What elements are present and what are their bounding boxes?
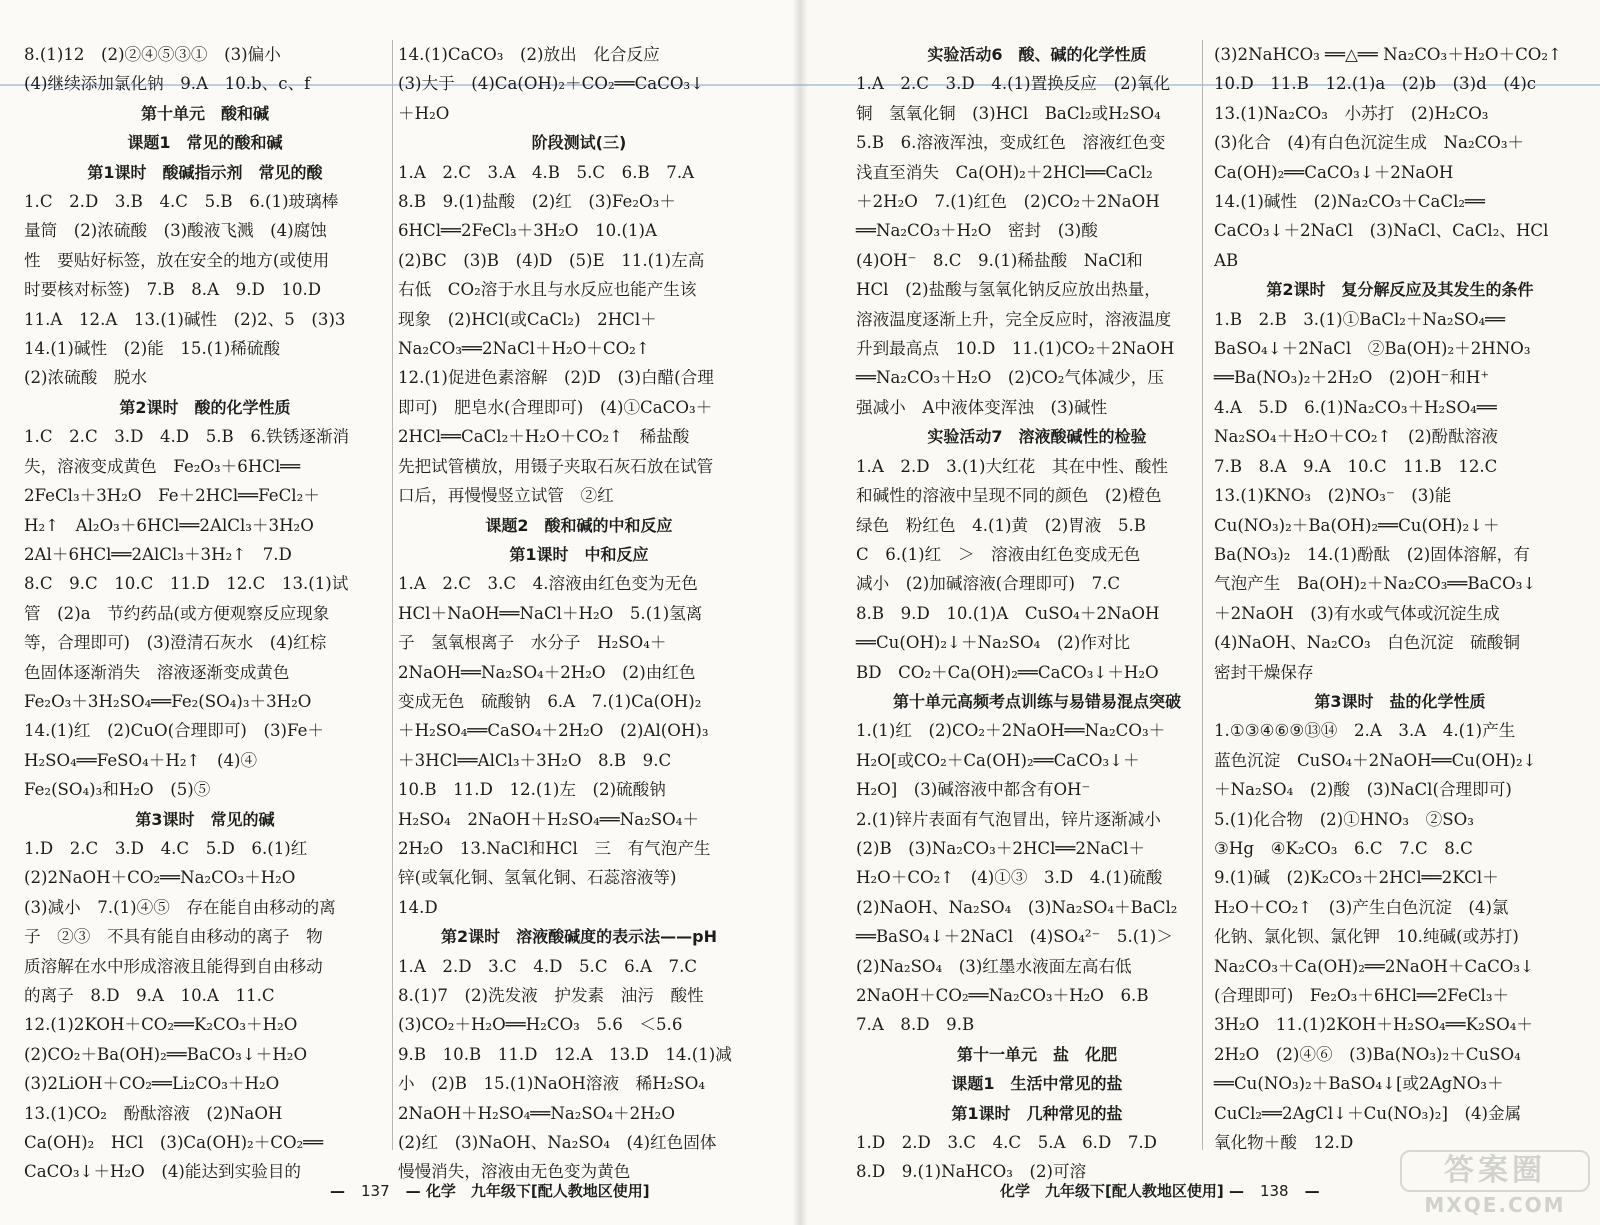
answer-line: 1.A 2.D 3.C 4.D 5.C 6.A 7.C bbox=[398, 956, 698, 976]
answer-line: 13.(1)Na₂CO₃ 小苏打 (2)H₂CO₃ bbox=[1214, 103, 1489, 123]
answer-line: 2NaOH＋CO₂══Na₂CO₃＋H₂O 6.B bbox=[856, 986, 1149, 1005]
section-heading: 实验活动6 酸、碱的化学性质 bbox=[927, 45, 1147, 64]
answer-line: 12.(1)促进色素溶解 (2)D (3)白醋(合理 bbox=[398, 368, 714, 388]
answer-line: 10.D 11.B 12.(1)a (2)b (3)d (4)c bbox=[1214, 74, 1537, 94]
section-heading: 第2课时 酸的化学性质 bbox=[119, 397, 291, 417]
footer-left: — 137 — 化学 九年级下[配人教地区使用] bbox=[330, 1182, 650, 1200]
section-heading: 实验活动7 溶液酸碱性的检验 bbox=[927, 427, 1147, 447]
answer-line: ＋H₂SO₄══CaSO₄＋2H₂O (2)Al(OH)₃ bbox=[398, 721, 709, 741]
answer-line: 时要核对标签) 7.B 8.A 9.D 10.D bbox=[24, 280, 322, 300]
answer-line: ══BaSO₄↓＋2NaCl (4)SO₄²⁻ 5.(1)＞ bbox=[856, 927, 1173, 947]
answer-line: 口后，再慢慢竖立试管 ②红 bbox=[398, 486, 614, 506]
answer-line: 4.A 5.D 6.(1)Na₂CO₃＋H₂SO₄══ bbox=[1214, 397, 1497, 417]
answer-line: (3)2NaHCO₃ ══△══ Na₂CO₃＋H₂O＋CO₂↑ bbox=[1214, 45, 1562, 64]
answer-line: CaCO₃↓＋2NaCl (3)NaCl、CaCl₂、HCl bbox=[1214, 221, 1549, 241]
answer-line: 6HCl══2FeCl₃＋3H₂O 10.(1)A bbox=[398, 221, 658, 241]
answer-line: 3H₂O 11.(1)2KOH＋H₂SO₄══K₂SO₄＋ bbox=[1214, 1015, 1533, 1035]
answer-line: 14.D bbox=[398, 897, 438, 917]
answer-line: Na₂CO₃＋Ca(OH)₂══2NaOH＋CaCO₃↓ bbox=[1214, 956, 1534, 976]
page-number-left: 137 bbox=[361, 1182, 390, 1200]
answer-line: (4)OH⁻ 8.C 9.(1)稀盐酸 NaCl和 bbox=[856, 250, 1143, 270]
answer-line: 9.B 10.B 11.D 12.A 13.D 14.(1)减 bbox=[398, 1044, 732, 1064]
answer-line: 右低 CO₂溶于水且与水反应也能产生该 bbox=[398, 280, 697, 300]
answer-line: (3)化合 (4)有白色沉淀生成 Na₂CO₃＋ bbox=[1214, 133, 1525, 153]
watermark-logo bbox=[1400, 1150, 1590, 1220]
answer-line: H₂SO₄══FeSO₄＋H₂↑ (4)④ bbox=[24, 750, 258, 770]
answer-line: (3)2LiOH＋CO₂══Li₂CO₃＋H₂O bbox=[24, 1074, 280, 1094]
section-heading: 第十一单元 盐 化肥 bbox=[956, 1044, 1117, 1064]
answer-line: 5.B 6.溶液浑浊，变成红色 溶液红色变 bbox=[856, 133, 1166, 153]
answer-line: H₂SO₄ 2NaOH＋H₂SO₄══Na₂SO₄＋ bbox=[398, 809, 699, 829]
answer-line: 2H₂O 13.NaCl和HCl 三 有气泡产生 bbox=[398, 838, 711, 858]
answer-line: 13.(1)CO₂ 酚酞溶液 (2)NaOH bbox=[24, 1103, 283, 1123]
answer-line: (4)NaOH、Na₂CO₃ 白色沉淀 硫酸铜 bbox=[1214, 633, 1520, 653]
answer-line: (2)NaOH、Na₂SO₄ (3)Na₂SO₄＋BaCl₂ bbox=[856, 897, 1178, 917]
answer-line: H₂O] (3)碱溶液中都含有OH⁻ bbox=[856, 780, 1091, 800]
answer-line: ＋Na₂SO₄ (2)酸 (3)NaCl(合理即可) bbox=[1214, 780, 1512, 800]
answer-line: (2)Na₂SO₄ (3)红墨水液面左高右低 bbox=[856, 956, 1132, 976]
section-heading: 课题1 常见的酸和碱 bbox=[127, 133, 283, 153]
answer-line: 1.C 2.C 3.D 4.D 5.B 6.铁锈逐渐消 bbox=[24, 427, 350, 447]
answer-line: ══Na₂CO₃＋H₂O 密封 (3)酸 bbox=[856, 221, 1098, 241]
answer-line: 浅直至消失 Ca(OH)₂＋2HCl══CaCl₂ bbox=[856, 162, 1153, 182]
answer-line: 即可) 肥皂水(合理即可) (4)①CaCO₃＋ bbox=[398, 397, 713, 417]
answer-line: (2)2NaOH＋CO₂══Na₂CO₃＋H₂O bbox=[24, 868, 296, 888]
section-heading: 第1课时 酸碱指示剂 常见的酸 bbox=[87, 162, 323, 182]
page-number-right: 138 bbox=[1259, 1182, 1289, 1200]
answer-line: 的离子 8.D 9.A 10.A 11.C bbox=[24, 986, 275, 1005]
answer-line: Na₂CO₃══2NaCl＋H₂O＋CO₂↑ bbox=[398, 339, 650, 359]
answer-line: 和碱性的溶液中呈现不同的颜色 (2)橙色 bbox=[856, 486, 1162, 506]
answer-line: 量筒 (2)浓硫酸 (3)酸液飞溅 (4)腐蚀 bbox=[24, 221, 327, 241]
answer-line: 升到最高点 10.D 11.(1)CO₂＋2NaOH bbox=[856, 339, 1175, 359]
answer-line: 11.A 12.A 13.(1)碱性 (2)2、5 (3)3 bbox=[24, 309, 346, 329]
answer-line: 1.B 2.B 3.(1)①BaCl₂＋Na₂SO₄══ bbox=[1214, 309, 1506, 329]
section-heading: 第十单元高频考点训练与易错易混点突破 bbox=[892, 691, 1181, 711]
answer-line: (2)CO₂＋Ba(OH)₂══BaCO₃↓＋H₂O bbox=[24, 1044, 308, 1064]
footer-right: 化学 九年级下[配人教地区使用] — 138 — bbox=[1000, 1182, 1320, 1200]
answer-line: ══Ba(NO₃)₂＋2H₂O (2)OH⁻和H⁺ bbox=[1214, 368, 1490, 388]
answer-line: 管 (2)a 节约药品(或方便观察反应现象 bbox=[24, 603, 330, 623]
answer-line: 14.(1)红 (2)CuO(合理即可) (3)Fe＋ bbox=[24, 721, 325, 741]
answer-line: (2)红 (3)NaOH、Na₂SO₄ (4)红色固体 bbox=[398, 1133, 717, 1153]
answer-line: 锌(或氧化铜、氢氧化铜、石蕊溶液等) bbox=[398, 868, 677, 888]
answer-line: 强减小 A中液体变浑浊 (3)碱性 bbox=[856, 397, 1108, 417]
answer-line: 8.D 9.(1)NaHCO₃ (2)可溶 bbox=[856, 1162, 1087, 1182]
section-heading: 第2课时 溶液酸碱度的表示法——pH bbox=[441, 927, 717, 947]
answer-line: 8.(1)12 (2)②④⑤③① (3)偏小 bbox=[24, 45, 281, 64]
answer-line: 7.B 8.A 9.A 10.C 11.B 12.C bbox=[1214, 456, 1498, 476]
answer-line: CaCO₃↓＋H₂O (4)能达到实验目的 bbox=[24, 1162, 302, 1182]
answer-line: 2H₂O (2)④⑥ (3)Ba(NO₃)₂＋CuSO₄ bbox=[1214, 1044, 1521, 1064]
section-heading: 课题2 酸和碱的中和反应 bbox=[485, 515, 673, 535]
answer-line: 变成无色 硫酸钠 6.A 7.(1)Ca(OH)₂ bbox=[398, 691, 702, 711]
answer-line: Fe₂(SO₄)₃和H₂O (5)⑤ bbox=[24, 780, 211, 800]
answer-line: ══Na₂CO₃＋H₂O (2)CO₂气体减少，压 bbox=[856, 368, 1164, 388]
answer-line: 8.B 9.D 10.(1)A CuSO₄＋2NaOH bbox=[856, 603, 1160, 623]
answer-line: 等，合理即可) (3)澄清石灰水 (4)红棕 bbox=[24, 633, 327, 653]
answer-line: 2.(1)锌片表面有气泡冒出，锌片逐渐减小 bbox=[856, 809, 1161, 829]
answer-column-3 bbox=[856, 40, 1218, 1182]
footer-subject-left: 化学 九年级下[配人教地区使用] bbox=[425, 1182, 650, 1200]
answer-line: (3)大于 (4)Ca(OH)₂＋CO₂══CaCO₃↓ bbox=[398, 74, 705, 94]
answer-line: 绿色 粉红色 4.(1)黄 (2)胃液 5.B bbox=[856, 515, 1146, 535]
answer-line: 1.(1)红 (2)CO₂＋2NaOH══Na₂CO₃＋ bbox=[856, 721, 1166, 741]
answer-line: 密封干燥保存 bbox=[1214, 662, 1314, 682]
section-heading: 课题1 生活中常见的盐 bbox=[951, 1074, 1123, 1094]
section-heading: 第3课时 常见的碱 bbox=[135, 809, 275, 829]
answer-line: 13.(1)KNO₃ (2)NO₃⁻ (3)能 bbox=[1214, 486, 1452, 506]
answer-line: 现象 (2)HCl(或CaCl₂) 2HCl＋ bbox=[398, 309, 657, 329]
answer-line: ══Cu(OH)₂↓＋Na₂SO₄ (2)作对比 bbox=[856, 633, 1131, 653]
answer-line: 2HCl══CaCl₂＋H₂O＋CO₂↑ 稀盐酸 bbox=[398, 427, 690, 447]
answer-line: ══Cu(NO₃)₂＋BaSO₄↓[或2AgNO₃＋ bbox=[1214, 1074, 1504, 1094]
answer-line: 7.A 8.D 9.B bbox=[856, 1015, 975, 1035]
answer-line: (2)BC (3)B (4)D (5)E 11.(1)左高 bbox=[398, 250, 705, 270]
answer-line: H₂O＋CO₂↑ (4)①③ 3.D 4.(1)硫酸 bbox=[856, 868, 1163, 888]
answer-line: 气泡产生 Ba(OH)₂＋Na₂CO₃══BaCO₃↓ bbox=[1214, 574, 1537, 594]
answer-line: 1.A 2.C 3.D 4.(1)置换反应 (2)氧化 bbox=[856, 74, 1171, 94]
answer-line: 1.D 2.D 3.C 4.C 5.A 6.D 7.D bbox=[856, 1133, 1157, 1153]
answer-line: 性 要贴好标签，放在安全的地方(或使用 bbox=[24, 250, 330, 270]
answer-line: 1.①③④⑥⑨⑬⑭ 2.A 3.A 4.(1)产生 bbox=[1214, 721, 1516, 741]
answer-line: 10.B 11.D 12.(1)左 (2)硫酸钠 bbox=[398, 780, 666, 800]
answer-line: Na₂SO₄＋H₂O＋CO₂↑ (2)酚酞溶液 bbox=[1214, 427, 1498, 447]
answer-line: 1.A 2.C 3.C 4.溶液由红色变为无色 bbox=[398, 574, 698, 594]
answer-line: 色固体逐渐消失 溶液逐渐变成黄色 bbox=[24, 662, 290, 682]
answer-column-4 bbox=[1214, 40, 1586, 1160]
answer-line: ＋2NaOH (3)有水或气体或沉淀生成 bbox=[1214, 603, 1500, 623]
answer-line: (合理即可) Fe₂O₃＋6HCl══2FeCl₃＋ bbox=[1214, 986, 1510, 1005]
section-heading: 第1课时 几种常见的盐 bbox=[951, 1103, 1123, 1123]
answer-line: 2Al＋6HCl══2AlCl₃＋3H₂↑ 7.D bbox=[24, 544, 292, 564]
answer-line: 1.A 2.D 3.(1)大红花 其在中性、酸性 bbox=[856, 456, 1169, 476]
answer-line: 减小 (2)加碱溶液(合理即可) 7.C bbox=[856, 574, 1121, 594]
answer-line: 小 (2)B 15.(1)NaOH溶液 稀H₂SO₄ bbox=[398, 1074, 705, 1094]
answer-line: HCl＋NaOH══NaCl＋H₂O 5.(1)氢离 bbox=[398, 603, 703, 623]
answer-line: 氧化物＋酸 12.D bbox=[1214, 1133, 1354, 1153]
answer-line: Cu(NO₃)₂＋Ba(OH)₂══Cu(OH)₂↓＋ bbox=[1214, 515, 1500, 535]
answer-line: (2)B (3)Na₂CO₃＋2HCl══2NaCl＋ bbox=[856, 838, 1145, 858]
answer-line: H₂↑ Al₂O₃＋6HCl══2AlCl₃＋3H₂O bbox=[24, 515, 314, 535]
answer-line: 8.(1)7 (2)洗发液 护发素 油污 酸性 bbox=[398, 986, 704, 1005]
answer-line: 溶液温度逐渐上升，完全反应时，溶液温度 bbox=[856, 309, 1172, 329]
answer-line: 2NaOH══Na₂SO₄＋2H₂O (2)由红色 bbox=[398, 662, 696, 682]
answer-line: BD CO₂＋Ca(OH)₂══CaCO₃↓＋H₂O bbox=[856, 662, 1159, 682]
answer-line: ③Hg ④K₂CO₃ 6.C 7.C 8.C bbox=[1214, 838, 1473, 858]
column-divider-left bbox=[392, 40, 393, 1150]
answer-column-2 bbox=[398, 40, 760, 1182]
answer-line: H₂O＋CO₂↑ (3)产生白色沉淀 (4)氯 bbox=[1214, 897, 1509, 917]
answer-line: 5.(1)化合物 (2)①HNO₃ ②SO₃ bbox=[1214, 809, 1474, 829]
answer-line: ＋3HCl══AlCl₃＋3H₂O 8.B 9.C bbox=[398, 750, 672, 770]
watermark-logo-text: 答案圈 bbox=[1400, 1150, 1590, 1192]
answer-line: 铜 氢氧化铜 (3)HCl BaCl₂或H₂SO₄ bbox=[856, 103, 1161, 123]
answer-line: 慢慢消失，溶液由无色变为黄色 bbox=[398, 1162, 631, 1182]
answer-line: 1.D 2.C 3.D 4.C 5.D 6.(1)红 bbox=[24, 838, 308, 858]
answer-line: (3)减小 7.(1)④⑤ 存在能自由移动的离 bbox=[24, 897, 336, 917]
answer-line: 9.(1)碱 (2)K₂CO₃＋2HCl══2KCl＋ bbox=[1214, 868, 1499, 888]
answer-line: H₂O[或CO₂＋Ca(OH)₂══CaCO₃↓＋ bbox=[856, 750, 1140, 770]
answer-line: 14.(1)碱性 (2)能 15.(1)稀硫酸 bbox=[24, 339, 281, 359]
answer-line: 8.B 9.(1)盐酸 (2)红 (3)Fe₂O₃＋ bbox=[398, 192, 676, 212]
answer-line: (4)继续添加氯化钠 9.A 10.b、c、f bbox=[24, 74, 311, 94]
footer-subject-right: 化学 九年级下[配人教地区使用] bbox=[1000, 1182, 1224, 1200]
answer-line: HCl (2)盐酸与氢氧化钠反应放出热量， bbox=[856, 280, 1161, 300]
answer-line: 12.(1)2KOH＋CO₂══K₂CO₃＋H₂O bbox=[24, 1015, 298, 1035]
answer-line: 失，溶液变成黄色 Fe₂O₃＋6HCl══ bbox=[24, 456, 301, 476]
answer-line: 14.(1)CaCO₃ (2)放出 化合反应 bbox=[398, 45, 660, 64]
answer-line: AB bbox=[1214, 250, 1239, 270]
answer-line: Ba(NO₃)₂ 14.(1)酚酞 (2)固体溶解，有 bbox=[1214, 544, 1530, 564]
watermark-url: MXQE.COM bbox=[1424, 1193, 1566, 1217]
answer-line: 质溶解在水中形成溶液且能得到自由移动 bbox=[24, 956, 323, 976]
answer-line: 14.(1)碱性 (2)Na₂CO₃＋CaCl₂══ bbox=[1214, 192, 1486, 212]
answer-line: 先把试管横放，用镊子夹取石灰石放在试管 bbox=[398, 456, 714, 476]
answer-column-1 bbox=[24, 40, 386, 1182]
answer-line: ＋H₂O bbox=[398, 103, 450, 123]
answer-line: 2FeCl₃＋3H₂O Fe＋2HCl══FeCl₂＋ bbox=[24, 486, 320, 506]
section-heading: 第1课时 中和反应 bbox=[509, 544, 649, 564]
answer-line: CuCl₂══2AgCl↓＋Cu(NO₃)₂] (4)金属 bbox=[1214, 1103, 1522, 1123]
answer-line: 2NaOH＋H₂SO₄══Na₂SO₄＋2H₂O bbox=[398, 1103, 675, 1123]
answer-line: 1.A 2.C 3.A 4.B 5.C 6.B 7.A bbox=[398, 162, 695, 182]
answer-line: Ca(OH)₂══CaCO₃↓＋2NaOH bbox=[1214, 162, 1454, 182]
section-heading: 阶段测试(三) bbox=[531, 133, 627, 153]
answer-line: 蓝色沉淀 CuSO₄＋2NaOH══Cu(OH)₂↓ bbox=[1214, 750, 1537, 770]
answer-line: 子 氢氧根离子 水分子 H₂SO₄＋ bbox=[398, 633, 667, 653]
answer-line: 子 ②③ 不具有能自由移动的离子 物 bbox=[24, 927, 323, 947]
answer-line: BaSO₄↓＋2NaCl ②Ba(OH)₂＋2HNO₃ bbox=[1214, 339, 1531, 359]
answer-line: 化钠、氯化钡、氯化钾 10.纯碱(或苏打) bbox=[1214, 927, 1519, 947]
answer-line: (3)CO₂＋H₂O══H₂CO₃ 5.6 ＜5.6 bbox=[398, 1015, 683, 1035]
section-heading: 第2课时 复分解反应及其发生的条件 bbox=[1266, 280, 1534, 300]
answer-line: ＋2H₂O 7.(1)红色 (2)CO₂＋2NaOH bbox=[856, 192, 1160, 212]
book-gutter bbox=[792, 0, 808, 1225]
section-heading: 第十单元 酸和碱 bbox=[140, 103, 269, 123]
answer-line: 8.C 9.C 10.C 11.D 12.C 13.(1)试 bbox=[24, 574, 349, 594]
answer-line: (2)浓硫酸 脱水 bbox=[24, 368, 148, 388]
section-heading: 第3课时 盐的化学性质 bbox=[1314, 691, 1486, 711]
answer-line: Ca(OH)₂ HCl (3)Ca(OH)₂＋CO₂══ bbox=[24, 1133, 324, 1153]
answer-line: Fe₂O₃＋3H₂SO₄══Fe₂(SO₄)₃＋3H₂O bbox=[24, 691, 312, 711]
answer-line: C 6.(1)红 ＞ 溶液由红色变成无色 bbox=[856, 544, 1141, 564]
answer-line: 1.C 2.D 3.B 4.C 5.B 6.(1)玻璃棒 bbox=[24, 192, 339, 212]
